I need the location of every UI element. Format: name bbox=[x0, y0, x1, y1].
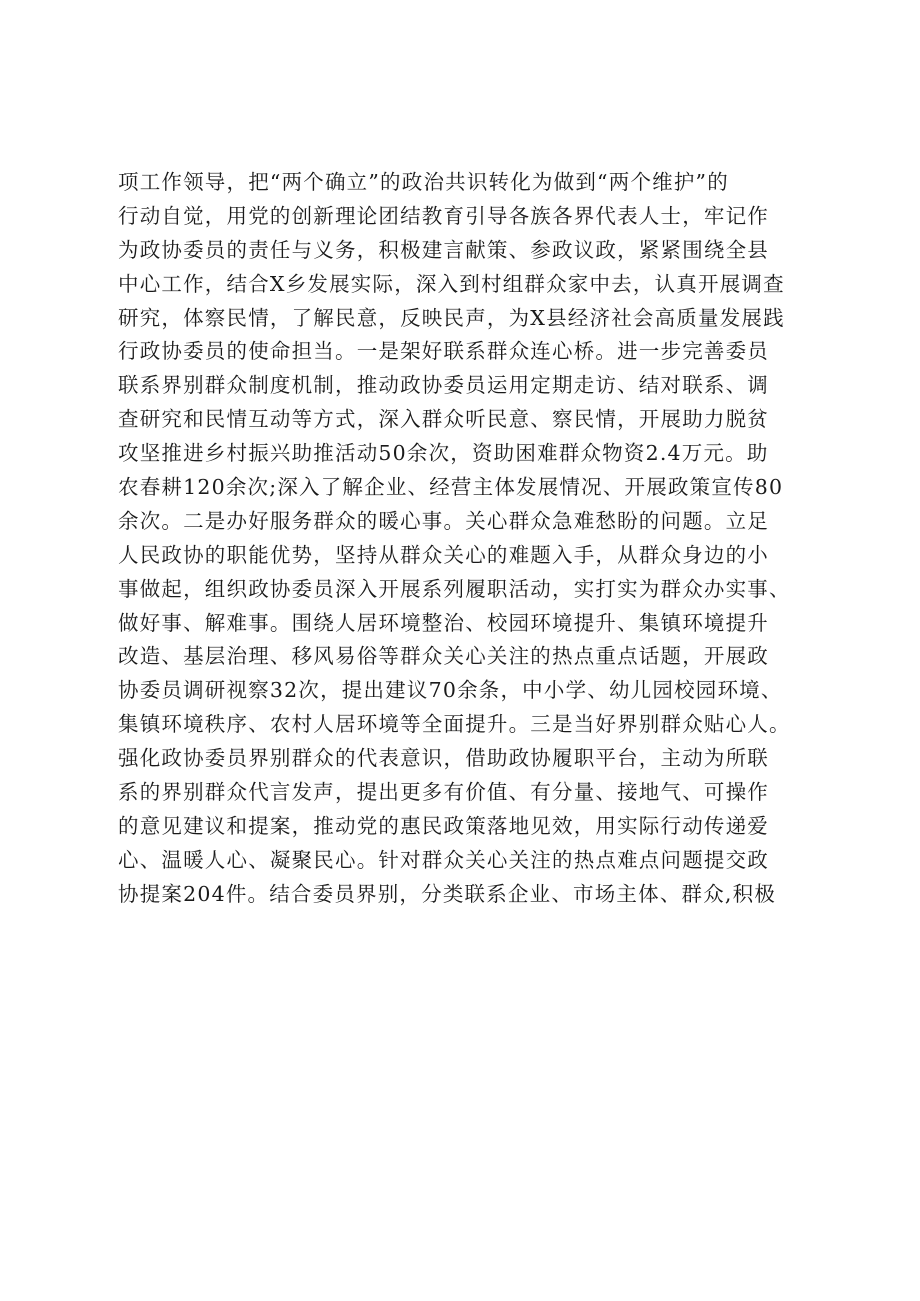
text-line: 查研究和民情互动等方式，深入群众听民意、察民情，开展助力脱贫 bbox=[118, 407, 769, 432]
text-line: 协委员调研视察32次，提出建议70余条，中小学、幼儿园校园环境、 bbox=[118, 678, 783, 703]
text-line: 做好事、解难事。围绕人居环境整治、校园环境提升、集镇环境提升 bbox=[118, 610, 769, 635]
body-paragraph bbox=[118, 166, 838, 912]
text-line: 余次。二是办好服务群众的暖心事。关心群众急难愁盼的问题。立足 bbox=[118, 508, 769, 533]
text-line: 事做起，组织政协委员深入开展系列履职活动，实打实为群众办实事、 bbox=[118, 576, 791, 601]
text-line: 行政协委员的使命担当。一是架好联系群众连心桥。进一步完善委员 bbox=[118, 339, 769, 364]
text-line: 行动自觉，用党的创新理论团结教育引导各族各界代表人士，牢记作 bbox=[118, 203, 769, 228]
text-line: 农春耕120余次;深入了解企业、经营主体发展情况、开展政策宣传80 bbox=[118, 475, 784, 500]
text-line: 研究，体察民情，了解民意，反映民声，为X县经济社会高质量发展践 bbox=[118, 305, 785, 330]
text-line: 强化政协委员界别群众的代表意识，借助政协履职平台，主动为所联 bbox=[118, 746, 769, 771]
text-line: 项工作领导，把“两个确立”的政治共识转化为做到“两个维护”的 bbox=[118, 170, 729, 194]
text-line: 系的界别群众代言发声，提出更多有价值、有分量、接地气、可操作 bbox=[118, 780, 769, 805]
text-line: 协提案204件。结合委员界别，分类联系企业、市场主体、群众,积极 bbox=[118, 881, 777, 906]
text-line: 集镇环境秩序、农村人居环境等全面提升。三是当好界别群众贴心人。 bbox=[118, 712, 791, 737]
text-line: 改造、基层治理、移风易俗等群众关心关注的热点重点话题，开展政 bbox=[118, 644, 769, 669]
text-line: 为政协委员的责任与义务，积极建言献策、参政议政，紧紧围绕全县 bbox=[118, 237, 769, 262]
text-line: 的意见建议和提案，推动党的惠民政策落地见效，用实际行动传递爱 bbox=[118, 813, 769, 838]
text-line: 中心工作，结合X乡发展实际，深入到村组群众家中去，认真开展调查 bbox=[118, 271, 785, 296]
text-line: 心、温暖人心、凝聚民心。针对群众关心关注的热点难点问题提交政 bbox=[118, 847, 769, 872]
text-line: 攻坚推进乡村振兴助推活动50余次，资助困难群众物资2.4万元。助 bbox=[118, 441, 769, 466]
text-line: 联系界别群众制度机制，推动政协委员运用定期走访、结对联系、调 bbox=[118, 373, 769, 398]
text-line: 人民政协的职能优势，坚持从群众关心的难题入手，从群众身边的小 bbox=[118, 542, 769, 567]
